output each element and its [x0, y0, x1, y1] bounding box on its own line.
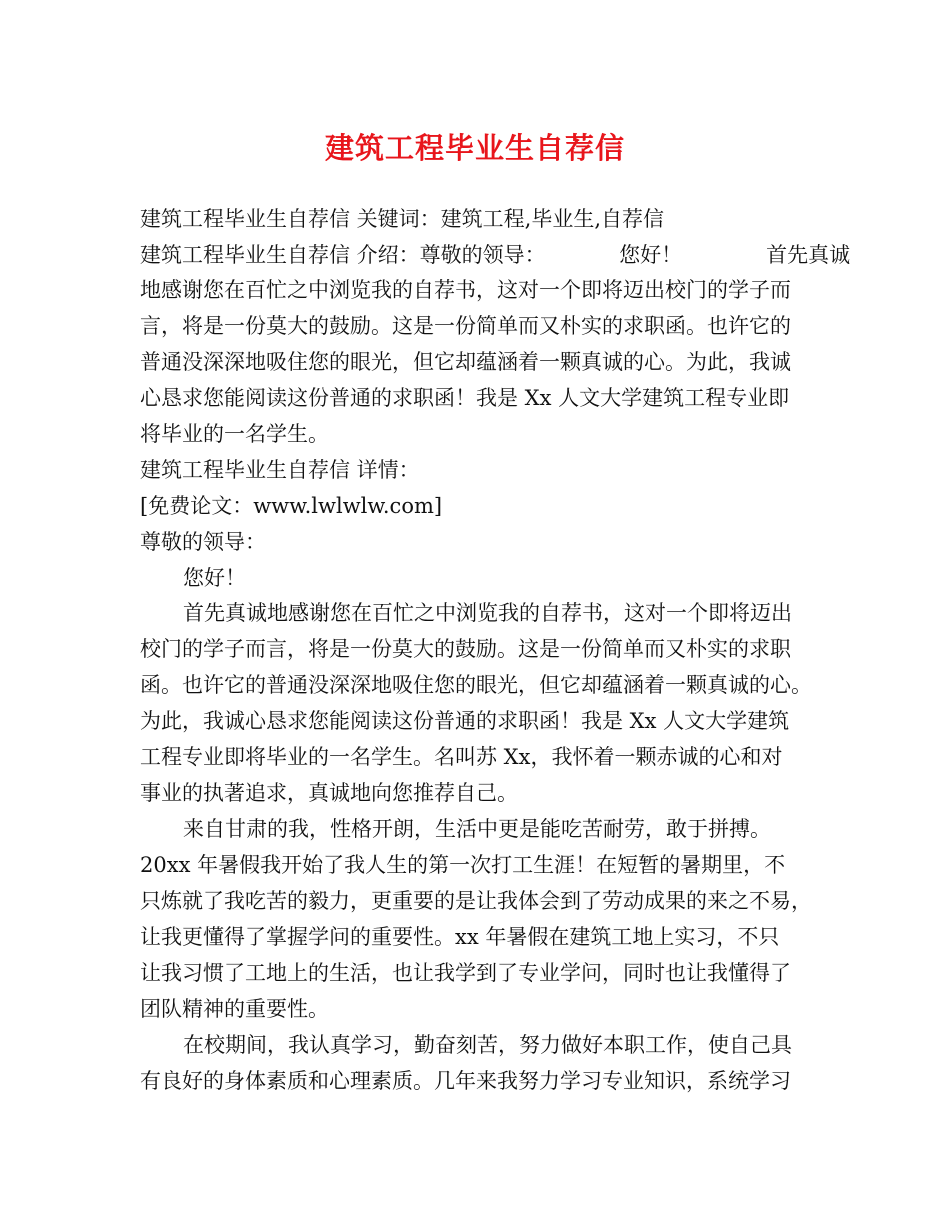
paragraph-line: 让我更懂得了掌握学问的重要性。xx 年暑假在建筑工地上实习，不只 [140, 925, 780, 949]
paragraph-line: 在校期间，我认真学习，勤奋刻苦，努力做好本职工作，使自己具 [183, 1033, 792, 1057]
intro-line: 将毕业的一名学生。 [140, 422, 329, 446]
paragraph-line: 校门的学子而言，将是一份莫大的鼓励。这是一份简单而又朴实的求职 [140, 637, 791, 661]
greeting: 您好！ [183, 566, 246, 590]
paragraph-line: 团队精神的重要性。 [140, 997, 329, 1021]
intro-line: 地感谢您在百忙之中浏览我的自荐书，这对一个即将迈出校门的学子而 [140, 278, 791, 302]
paragraph-line: 工程专业即将毕业的一名学生。名叫苏 Xx，我怀着一颗赤诚的心和对 [140, 745, 783, 769]
details-heading: 建筑工程毕业生自荐信 详情： [140, 458, 420, 482]
paragraph-line: 事业的执著追求，真诚地向您推荐自己。 [140, 781, 518, 805]
paragraph-line: 有良好的身体素质和心理素质。几年来我努力学习专业知识，系统学习 [140, 1069, 791, 1093]
intro-line: 心恳求您能阅读这份普通的求职函！我是 Xx 人文大学建筑工程专业即 [140, 386, 790, 410]
paragraph-line: 让我习惯了工地上的生活，也让我学到了专业学问，同时也让我懂得了 [140, 961, 791, 985]
document-title: 建筑工程毕业生自荐信 [324, 131, 625, 165]
paragraph-line: 函。也许它的普通没深深地吸住您的眼光，但它却蕴涵着一颗真诚的心。 [140, 673, 812, 697]
paragraph-line: 20xx 年暑假我开始了我人生的第一次打工生涯！在短暂的暑期里，不 [140, 853, 786, 877]
paragraph-line: 只炼就了我吃苦的毅力，更重要的是让我体会到了劳动成果的来之不易， [140, 889, 812, 913]
paragraph-line: 首先真诚地感谢您在百忙之中浏览我的自荐书，这对一个即将迈出 [183, 601, 792, 625]
paragraph-line: 为此，我诚心恳求您能阅读这份普通的求职函！我是 Xx 人文大学建筑 [140, 709, 790, 733]
intro-line: 建筑工程毕业生自荐信 介绍：尊敬的领导： 您好！ 首先真诚 [140, 243, 851, 267]
keywords-line: 建筑工程毕业生自荐信 关键词：建筑工程,毕业生,自荐信 [140, 207, 665, 231]
free-paper-link[interactable]: [免费论文：www.lwlwlw.com] [140, 494, 443, 518]
intro-line: 普通没深深地吸住您的眼光，但它却蕴涵着一颗真诚的心。为此，我诚 [140, 350, 791, 374]
paragraph-line: 来自甘肃的我，性格开朗，生活中更是能吃苦耐劳，敢于拼搏。 [183, 817, 771, 841]
intro-line: 言，将是一份莫大的鼓励。这是一份简单而又朴实的求职函。也许它的 [140, 314, 791, 338]
salutation: 尊敬的领导： [140, 530, 266, 554]
